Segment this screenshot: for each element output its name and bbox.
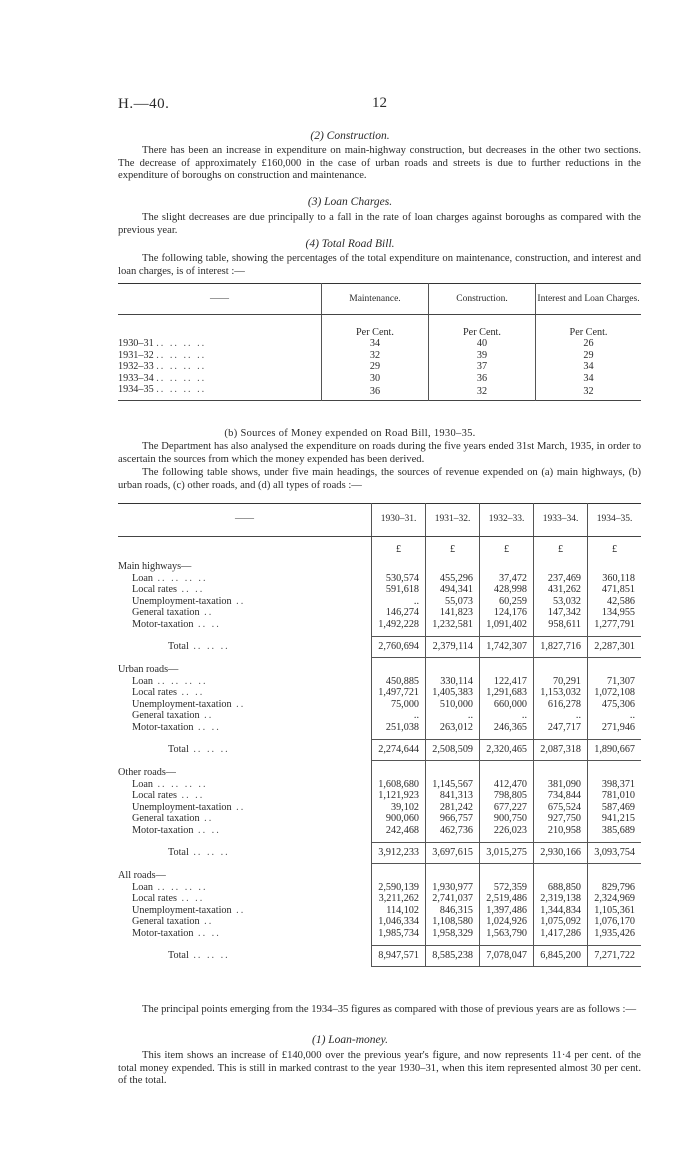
cell-value: 2,319,138	[534, 893, 588, 905]
cell-value: 237,469	[534, 573, 588, 585]
total-row	[118, 843, 641, 864]
unit-label: Per Cent.	[322, 327, 429, 339]
total-value: 3,015,275	[480, 843, 534, 864]
cell-value: 3,211,262	[372, 893, 426, 905]
percentages-table	[118, 283, 641, 401]
row-label: Loan	[132, 675, 153, 687]
row-label: Unemployment-taxation	[132, 801, 232, 813]
cell-value: 688,850	[534, 882, 588, 894]
table-row: 1934–35 .. .. .. .. 36 32 32	[118, 384, 641, 400]
cell-value: 1,417,286	[534, 928, 588, 940]
total-value: 3,912,233	[372, 843, 426, 864]
table-row	[118, 928, 641, 940]
cell-value: 1,608,680	[372, 779, 426, 791]
cell-value: 141,823	[426, 607, 480, 619]
cell-value: 75,000	[372, 699, 426, 711]
cell-value: 841,313	[426, 790, 480, 802]
row-label: Local rates	[132, 790, 177, 801]
table-row	[118, 825, 641, 837]
currency-symbol: £	[372, 537, 426, 556]
row-label: Unemployment-taxation	[132, 595, 232, 607]
cell-value: 242,468	[372, 825, 426, 837]
cell-value: 385,689	[588, 825, 642, 837]
table-row	[118, 916, 641, 928]
section-heading-total-road-bill: (4) Total Road Bill.	[305, 238, 395, 250]
table-row	[118, 710, 641, 722]
row-label: Unemployment-taxation	[132, 904, 232, 916]
cell-value: 591,618	[372, 584, 426, 596]
currency-symbol: £	[588, 537, 642, 556]
total-value: 2,379,114	[426, 637, 480, 658]
total-row	[118, 740, 641, 761]
cell-value: 450,885	[372, 676, 426, 688]
cell-value: 1,076,170	[588, 916, 642, 928]
total-value: 2,274,644	[372, 740, 426, 761]
currency-symbol: £	[426, 537, 480, 556]
cell-value: 114,102	[372, 905, 426, 917]
section-title: All roads—	[118, 869, 166, 881]
cell-value: 55,073	[426, 596, 480, 608]
cell-value: 616,278	[534, 699, 588, 711]
row-label: Loan	[132, 778, 153, 790]
cell-value: 900,060	[372, 813, 426, 825]
table-row	[118, 905, 641, 917]
cell-value: 37,472	[480, 573, 534, 585]
row-label: Motor-taxation	[132, 824, 194, 836]
cell-value: 1,075,092	[534, 916, 588, 928]
total-value: 1,890,667	[588, 740, 642, 761]
cell-value: 941,215	[588, 813, 642, 825]
column-header-construction: Construction.	[428, 284, 535, 315]
cell-value: 471,851	[588, 584, 642, 596]
section-title: Main highways—	[118, 561, 192, 572]
row-label: General taxation	[132, 813, 200, 824]
cell-value: 2,590,139	[372, 882, 426, 894]
cell-value: 1,232,581	[426, 619, 480, 631]
cell-value: 122,417	[480, 676, 534, 688]
cell-value: 124,176	[480, 607, 534, 619]
cell-value: 572,359	[480, 882, 534, 894]
cell-value: 146,274	[372, 607, 426, 619]
currency-symbol: £	[480, 537, 534, 556]
cell-value: 1,935,426	[588, 928, 642, 940]
cell-value: 246,365	[480, 722, 534, 734]
leader-dots: .. ..	[193, 824, 221, 836]
cell-value: 412,470	[480, 779, 534, 791]
table-row	[118, 619, 641, 631]
table-row	[118, 882, 641, 894]
section-heading-construction: (2) Construction.	[310, 130, 390, 142]
cell-value: ..	[480, 710, 534, 722]
cell-value: 462,736	[426, 825, 480, 837]
cell-value: 381,090	[534, 779, 588, 791]
cell-value: 71,307	[588, 676, 642, 688]
cell-value: 1,397,486	[480, 905, 534, 917]
leader-dots: ..	[231, 904, 246, 916]
currency-symbol: £	[534, 537, 588, 556]
row-label: Loan	[132, 881, 153, 893]
total-value: 3,093,754	[588, 843, 642, 864]
table-row	[118, 722, 641, 734]
cell-value: 734,844	[534, 790, 588, 802]
unit-label: Per Cent.	[428, 327, 535, 339]
total-value: 6,845,200	[534, 946, 588, 967]
row-label: Local rates	[132, 893, 177, 904]
cell-value: 247,717	[534, 722, 588, 734]
cell-value: 147,342	[534, 607, 588, 619]
cell-value: 1,492,228	[372, 619, 426, 631]
cell-value: 281,242	[426, 802, 480, 814]
table-row	[118, 802, 641, 814]
cell-value: 660,000	[480, 699, 534, 711]
cell-value: 1,105,361	[588, 905, 642, 917]
leader-dots: .. ..	[176, 790, 205, 801]
paragraph-total-road-bill: The following table, showing the percentages of the total expenditure on maintenance, construction, and interest and loan charges, is of interest :—	[118, 253, 641, 277]
cell-value: ..	[372, 710, 426, 722]
cell-value: 958,611	[534, 619, 588, 631]
cell-value: 398,371	[588, 779, 642, 791]
total-value: 1,742,307	[480, 637, 534, 658]
sources-table	[118, 503, 641, 967]
total-value: 2,930,166	[534, 843, 588, 864]
total-value: 7,078,047	[480, 946, 534, 967]
cell-value: 1,091,402	[480, 619, 534, 631]
leader-dots: ..	[231, 801, 246, 813]
leader-dots: .. .. ..	[188, 641, 230, 653]
leader-dots: ..	[199, 813, 214, 824]
row-label: Motor-taxation	[132, 927, 194, 939]
cell-value: 1,344,834	[534, 905, 588, 917]
leader-dots: .. ..	[176, 893, 205, 904]
cell-value: 431,262	[534, 584, 588, 596]
leader-dots: .. ..	[193, 618, 221, 630]
cell-value: 2,519,486	[480, 893, 534, 905]
table-row	[118, 687, 641, 699]
table-row	[118, 584, 641, 596]
column-header-year: 1934–35.	[588, 504, 642, 537]
column-header-blank: ——	[118, 504, 372, 537]
cell-value: 70,291	[534, 676, 588, 688]
leader-dots: ..	[231, 595, 246, 607]
cell-value: 1,985,734	[372, 928, 426, 940]
column-header-interest: Interest and Loan Charges.	[536, 284, 642, 315]
cell-value: 428,998	[480, 584, 534, 596]
cell-value: ..	[426, 710, 480, 722]
cell-value: 1,291,683	[480, 687, 534, 699]
leader-dots: .. .. ..	[188, 744, 230, 756]
cell-value: 846,315	[426, 905, 480, 917]
cell-value: 781,010	[588, 790, 642, 802]
total-value: 2,760,694	[372, 637, 426, 658]
cell-value: 1,153,032	[534, 687, 588, 699]
paragraph-construction: There has been an increase in expenditure on main-highway construction, but decreases in the other two sections. The decrease of approximately £160,000 in the case of urban roads and streets is due to further reductions in the expenditure of boroughs on construction and maintenance.	[118, 145, 641, 181]
cell-value: 475,306	[588, 699, 642, 711]
row-label: Unemployment-taxation	[132, 698, 232, 710]
cell-value: 530,574	[372, 573, 426, 585]
cell-value: 39,102	[372, 802, 426, 814]
paragraph-principal-points: The principal points emerging from the 1934–35 figures as compared with those of previous years are as follows :—	[142, 1004, 637, 1015]
cell-value: 1,024,926	[480, 916, 534, 928]
cell-value: 263,012	[426, 722, 480, 734]
table-row	[118, 573, 641, 585]
cell-value: 1,072,108	[588, 687, 642, 699]
total-value: 1,827,716	[534, 637, 588, 658]
leader-dots: ..	[199, 916, 214, 927]
cell-value: 1,958,329	[426, 928, 480, 940]
total-value: 2,508,509	[426, 740, 480, 761]
cell-value: 1,563,790	[480, 928, 534, 940]
row-label: General taxation	[132, 607, 200, 618]
cell-value: 42,586	[588, 596, 642, 608]
leader-dots: .. ..	[193, 721, 221, 733]
table-row	[118, 607, 641, 619]
total-label: Total	[168, 744, 189, 756]
table-row	[118, 790, 641, 802]
table-row	[118, 596, 641, 608]
section-title: Urban roads—	[118, 663, 179, 675]
total-label: Total	[168, 950, 189, 962]
leader-dots: .. .. ..	[188, 950, 230, 962]
page-number: 12	[372, 95, 387, 111]
leader-dots: .. ..	[176, 687, 205, 698]
cell-value: 210,958	[534, 825, 588, 837]
total-value: 8,585,238	[426, 946, 480, 967]
cell-value: 251,038	[372, 722, 426, 734]
total-value: 2,287,301	[588, 637, 642, 658]
row-label: Motor-taxation	[132, 721, 194, 733]
cell-value: 2,324,969	[588, 893, 642, 905]
cell-value: 927,750	[534, 813, 588, 825]
cell-value: 134,955	[588, 607, 642, 619]
table-row	[118, 813, 641, 825]
total-label: Total	[168, 847, 189, 859]
total-value: 2,320,465	[480, 740, 534, 761]
cell-value: 966,757	[426, 813, 480, 825]
total-row	[118, 946, 641, 967]
column-header-year: 1931–32.	[426, 504, 480, 537]
total-value: 2,087,318	[534, 740, 588, 761]
table-row	[118, 893, 641, 905]
row-label: Loan	[132, 572, 153, 584]
total-value: 7,271,722	[588, 946, 642, 967]
table-row	[118, 779, 641, 791]
cell-value: 60,259	[480, 596, 534, 608]
leader-dots: .. .. .. ..	[152, 778, 208, 790]
leader-dots: .. .. .. ..	[152, 881, 208, 893]
leader-dots: ..	[199, 710, 214, 721]
column-header-maintenance: Maintenance.	[322, 284, 429, 315]
row-label: General taxation	[132, 916, 200, 927]
table-row	[118, 676, 641, 688]
cell-value: 1,277,791	[588, 619, 642, 631]
section-heading-loan-money: (1) Loan-money.	[311, 1034, 388, 1046]
cell-value: 1,046,334	[372, 916, 426, 928]
paragraph-loan-charges: The slight decreases are due principally to a fall in the rate of loan charges against boroughs as compared with the previous year.	[118, 212, 641, 236]
cell-value: 510,000	[426, 699, 480, 711]
cell-value: 829,796	[588, 882, 642, 894]
leader-dots: .. .. ..	[188, 847, 230, 859]
cell-value: 1,497,721	[372, 687, 426, 699]
total-label: Total	[168, 641, 189, 653]
column-header-blank: ——	[118, 284, 322, 315]
total-value: 3,697,615	[426, 843, 480, 864]
paragraph-loan-money: This item shows an increase of £140,000 over the previous year's figure, and now represents 11·4 per cent. of the total money expended. This is still in marked contrast to the year 1930–31, when this item represented almost 30 per cent. of the total.	[118, 1050, 641, 1086]
cell-value: 360,118	[588, 573, 642, 585]
cell-value: 1,145,567	[426, 779, 480, 791]
column-header-year: 1930–31.	[372, 504, 426, 537]
cell-value: ..	[534, 710, 588, 722]
cell-value: ..	[372, 596, 426, 608]
row-label: Local rates	[132, 584, 177, 595]
row-label: Local rates	[132, 687, 177, 698]
column-header-year: 1932–33.	[480, 504, 534, 537]
table-row	[118, 699, 641, 711]
cell-value: 1,121,923	[372, 790, 426, 802]
cell-value: 900,750	[480, 813, 534, 825]
total-row	[118, 637, 641, 658]
table-row: 1932–33 .. .. .. .. 29 37 34	[118, 361, 641, 373]
table-row: 1930–31 .. .. .. .. 34 40 26	[118, 338, 641, 350]
cell-value: ..	[588, 710, 642, 722]
cell-value: 1,930,977	[426, 882, 480, 894]
total-value: 8,947,571	[372, 946, 426, 967]
cell-value: 587,469	[588, 802, 642, 814]
leader-dots: .. ..	[193, 927, 221, 939]
unit-label: Per Cent.	[536, 327, 642, 339]
leader-dots: .. .. .. ..	[152, 675, 208, 687]
leader-dots: .. ..	[176, 584, 205, 595]
cell-value: 494,341	[426, 584, 480, 596]
leader-dots: ..	[199, 607, 214, 618]
paragraph-sources-intro: The Department has also analysed the expenditure on roads during the five years ended 31st March, 1935, in order to ascertain the sources from which the money expended has been derived.	[118, 441, 641, 465]
cell-value: 271,946	[588, 722, 642, 734]
column-header-year: 1933–34.	[534, 504, 588, 537]
paragraph-sources-table-intro: The following table shows, under five main headings, the sources of revenue expended on (a) main highways, (b) urban roads, (c) other roads, and (d) all types of roads :—	[118, 467, 641, 491]
cell-value: 455,296	[426, 573, 480, 585]
leader-dots: ..	[231, 698, 246, 710]
table-row: 1933–34 .. .. .. .. 30 36 34	[118, 373, 641, 385]
row-label: Motor-taxation	[132, 618, 194, 630]
cell-value: 226,023	[480, 825, 534, 837]
section-title: Other roads—	[118, 766, 176, 778]
cell-value: 53,032	[534, 596, 588, 608]
leader-dots: .. .. .. ..	[152, 572, 208, 584]
cell-value: 675,524	[534, 802, 588, 814]
table-row: 1931–32 .. .. .. .. 32 39 29	[118, 350, 641, 362]
cell-value: 677,227	[480, 802, 534, 814]
row-label: General taxation	[132, 710, 200, 721]
document-reference: H.—40.	[118, 96, 170, 112]
cell-value: 330,114	[426, 676, 480, 688]
cell-value: 798,805	[480, 790, 534, 802]
cell-value: 1,405,383	[426, 687, 480, 699]
section-heading-sources: (b) Sources of Money expended on Road Bill, 1930–35.	[224, 428, 476, 439]
cell-value: 1,108,580	[426, 916, 480, 928]
section-heading-loan-charges: (3) Loan Charges.	[307, 196, 393, 208]
cell-value: 2,741,037	[426, 893, 480, 905]
